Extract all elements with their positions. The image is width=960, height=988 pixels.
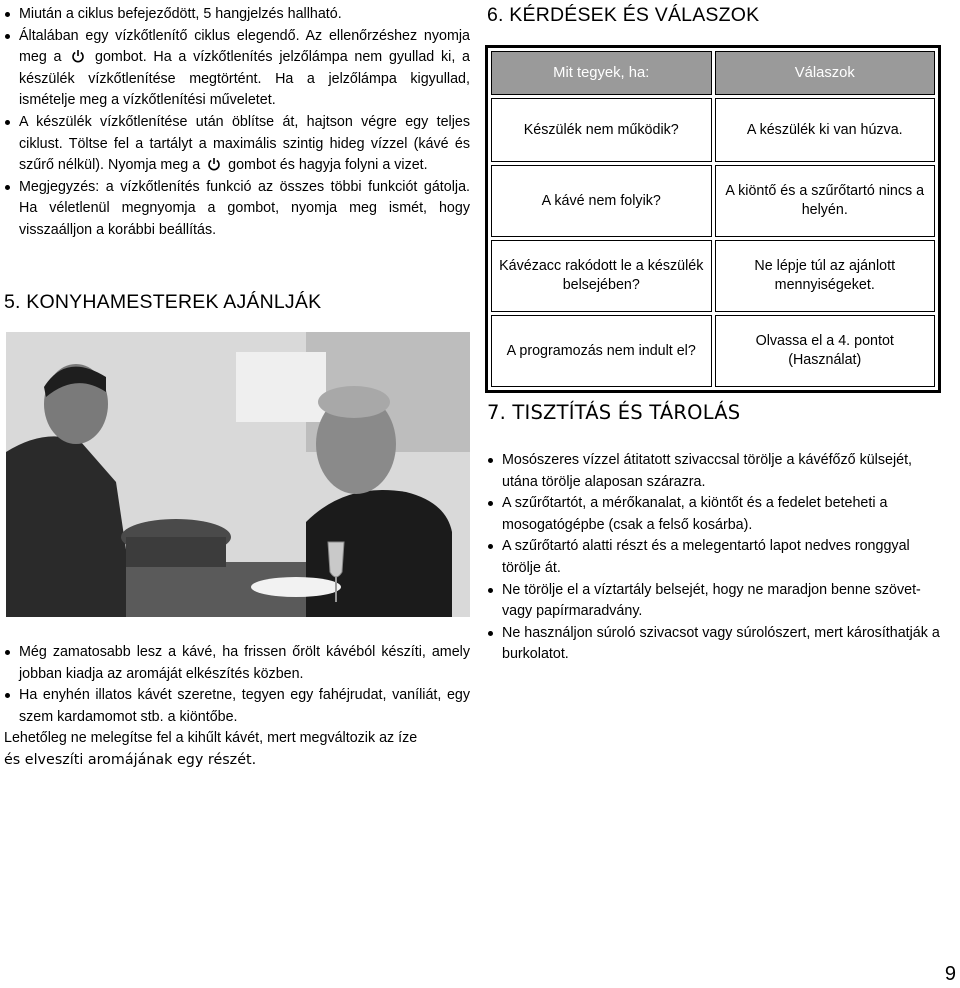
- note-line-2: és elveszíti aromájának egy részét.: [4, 751, 257, 768]
- table-row: [491, 240, 935, 312]
- list-item-text: Miután a ciklus befejeződött, 5 hangjelzés hallható.: [19, 6, 342, 22]
- faq-question: A programozás nem indult el?: [491, 315, 712, 387]
- list-item: [4, 26, 470, 112]
- list-item-text: gombot és hagyja folyni a vizet.: [228, 157, 428, 174]
- list-item: Még zamatosabb lesz a kávé, ha frissen őrölt kávéból készíti, amely jobban kiadja az aromáját elkészítés közben.: [4, 642, 470, 685]
- section-5-heading: 5. KONYHAMESTEREK AJÁNLJÁK: [4, 291, 322, 313]
- table-header-row: [491, 51, 935, 95]
- faq-answer: Ne lépje túl az ajánlott mennyiségeket.: [715, 240, 936, 312]
- table-row: [491, 315, 935, 387]
- faq-table: [485, 45, 941, 393]
- faq-question: Készülék nem működik?: [491, 98, 712, 162]
- descaling-steps-list: [4, 4, 470, 242]
- cleaning-section: [487, 450, 947, 666]
- cleaning-list: [487, 450, 947, 666]
- faq-answer: A kiöntő és a szűrőtartó nincs a helyén.: [715, 165, 936, 237]
- faq-question: Kávézacc rakódott le a készülék belsejében?: [491, 240, 712, 312]
- chefs-illustration: [6, 332, 470, 617]
- list-item: Ha enyhén illatos kávét szeretne, tegyen egy fahéjrudat, vaníliát, egy szem kardamomot stb. a kiöntőbe.: [4, 685, 470, 728]
- tips-section: [4, 642, 470, 772]
- list-item-text: Általában egy vízkőtlenítő ciklus elegendő. Az ellenőrzéshez nyomja meg a: [19, 27, 470, 66]
- faq-answer: Olvassa el a 4. pontot (Használat): [715, 315, 936, 387]
- power-button-icon: [71, 49, 85, 63]
- tips-list: [4, 642, 470, 728]
- power-button-icon: [207, 157, 221, 171]
- list-item: Mosószeres vízzel átitatott szivaccsal törölje a kávéfőző külsejét, utána törölje alaposan szárazra.: [487, 450, 947, 493]
- note-line-1: Lehetőleg ne melegítse fel a kihűlt kávét, mert megváltozik az íze: [4, 730, 418, 747]
- list-item: Ne használjon súroló szivacsot vagy súrolószert, mert károsíthatják a burkolatot.: [487, 623, 947, 666]
- list-item: [4, 177, 470, 242]
- section-7-heading: 7. TISZTÍTÁS ÉS TÁROLÁS: [487, 401, 741, 424]
- list-item-text: A készülék vízkőtlenítése után öblítse át, hajtson végre egy teljes ciklust. Töltse fel a tartályt a maximális szintig hideg vízzel (kávé és szűrő nélkül). Nyomja meg a: [19, 113, 470, 174]
- list-item: Ne törölje el a víztartály belsejét, hogy ne maradjon benne szövet- vagy papírmaradvány.: [487, 580, 947, 623]
- list-item-text: Megjegyzés: a vízkőtlenítés funkció az összes többi funkciót gátolja. Ha véletlenül megnyomja a gombot, nyomja meg ismét, hogy visszaálljon a korábbi beállítás.: [19, 178, 470, 238]
- left-column: [4, 4, 470, 242]
- column-header-question: Mit tegyek, ha:: [491, 51, 712, 95]
- section-6-heading: 6. KÉRDÉSEK ÉS VÁLASZOK: [487, 4, 760, 26]
- page-number: 9: [944, 963, 956, 985]
- list-item: [4, 112, 470, 177]
- list-item: A szűrőtartó alatti részt és a melegentartó lapot nedves ronggyal törölje át.: [487, 536, 947, 579]
- faq-answer: A készülék ki van húzva.: [715, 98, 936, 162]
- table-row: [491, 165, 935, 237]
- list-item: [4, 4, 470, 26]
- list-item: A szűrőtartót, a mérőkanalat, a kiöntőt és a fedelet beteheti a mosogatógépbe (csak a felső kosárba).: [487, 493, 947, 536]
- list-item-text: gombot. Ha a vízkőtlenítés jelzőlámpa nem gyullad ki, a készülék vízkőtlenítése megtörtént. Ha a jelzőlámpa kigyullad, ismételje meg a vízkőtlenítési műveletet.: [19, 49, 470, 109]
- table-row: [491, 98, 935, 162]
- faq-question: A kávé nem folyik?: [491, 165, 712, 237]
- chefs-photo: [6, 332, 470, 617]
- column-header-answer: Válaszok: [715, 51, 936, 95]
